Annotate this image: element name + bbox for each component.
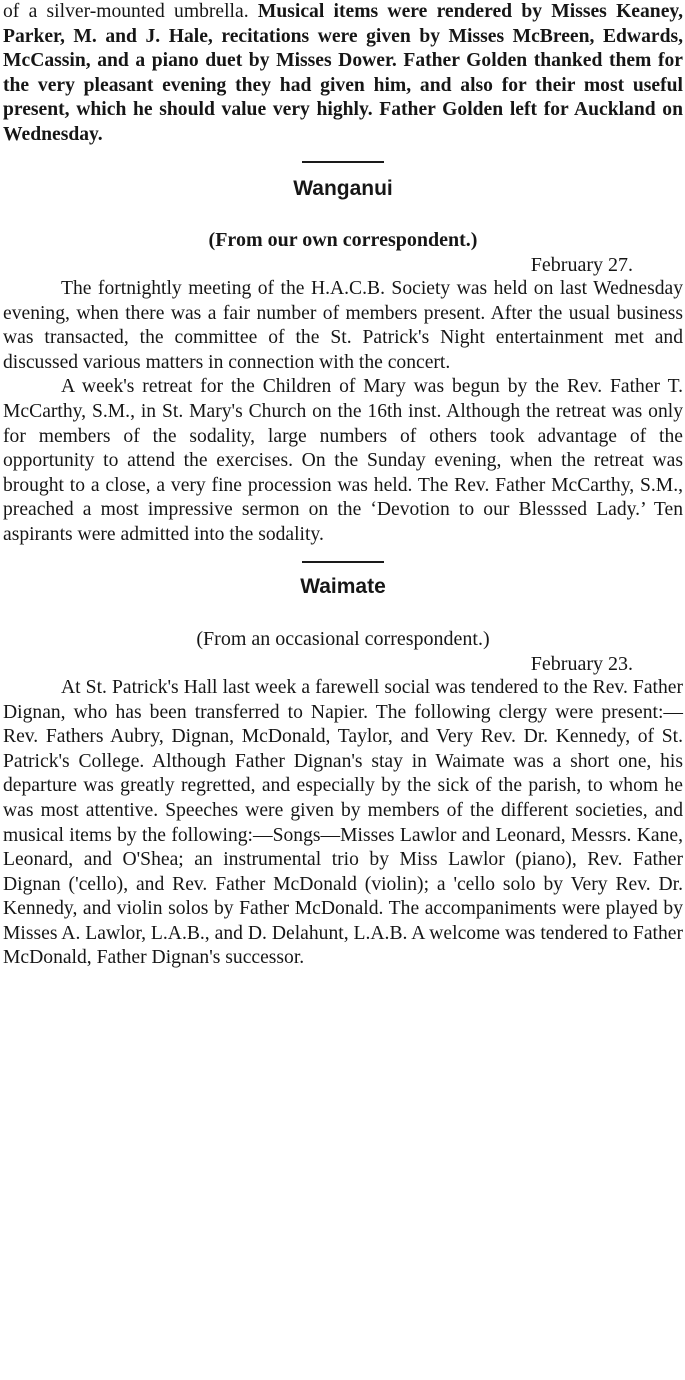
section-divider [302,161,384,163]
waimate-paragraph-1: At St. Patrick's Hall last week a farewell social was tendered to the Rev. Father Dignan, who has been transferred to Napier. The following clergy were present:—Rev. Fathers Aubry, Dignan, McDonald, Taylor, and Very Rev. Dr. Kennedy, of St. Patrick's College. Although Father Dignan's stay in Waimate was a short one, his departure was greatly regretted, and especially by the sick of the parish, to whom he was most attentive. Speeches were given by members of the different societies, and musical items by the following:—Songs—Misses Lawlor and Leonard, Messrs. Kane, Leonard, and O'Shea; an instrumental trio by Miss Lawlor (piano), Rev. Father Dignan ('cello), and Rev. Father McDonald (violin); a 'cello solo by Very Rev. Dr. Kennedy, and violin solos by Father McDonald. The accompaniments were played by Misses A. Lawlor, L.A.B., and D. Delahunt, L.A.B. A welcome was tendered to Father McDonald, Father Dignan's successor. [3,677,683,969]
correspondent-line-wanganui: (From our own correspondent.) [208,229,478,252]
intro-text-d: Father Golden left for Auckland on Wednesday. [3,99,683,145]
intro-text-b: Musical items were rendered by Misses Keaney, Parker, M. and J. Hale, recitations were given by Misses McBreen, Edwards, McCassin, and a piano duet by Misses Dower. [3,1,684,72]
dateline-waimate: February 23. [530,653,633,676]
dateline-wanganui: February 27. [530,254,633,277]
section-heading-wanganui: Wanganui [293,177,393,201]
section-heading-waimate: Waimate [300,575,386,599]
section-divider [302,561,384,563]
intro-text-a: of a silver-mounted umbrella. [3,1,249,22]
wanganui-paragraph-1: The fortnightly meeting of the H.A.C.B. Society was held on last Wednesday evening, when there was a fair number of members present. After the usual business was transacted, the committee of the St. Patrick's Night entertainment met and discussed various matters in connection with the concert. [3,278,683,373]
correspondent-line-waimate: (From an occasional correspondent.) [196,628,490,651]
intro-paragraph [3,0,683,147]
intro-text-c: Father Golden thanked them for the very pleasant evening they had given him, and also for their most useful present, which he should value very highly. [3,50,683,121]
wanganui-paragraph-2: A week's retreat for the Children of Mary was begun by the Rev. Father T. McCarthy, S.M., in St. Mary's Church on the 16th inst. Although the retreat was only for members of the sodality, large numbers of others took advantage of the opportunity to attend the exercises. On the Sunday evening, when the retreat was brought to a close, a very fine procession was held. The Rev. Father McCarthy, S.M., preached a most impressive sermon on the ‘Devotion to our Blesssed Lady.’ Ten aspirants were admitted into the sodality. [3,376,683,545]
article-column [3,0,683,971]
